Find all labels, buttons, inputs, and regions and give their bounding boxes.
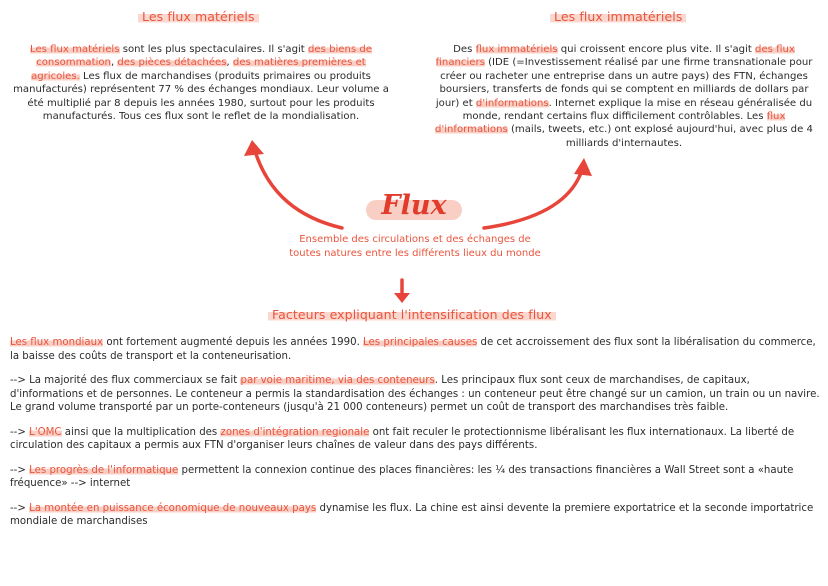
arrow-head-materiels xyxy=(244,140,264,156)
text-run: Des xyxy=(453,44,476,55)
highlighted-text: Les principales causes xyxy=(363,337,478,348)
text-run: ainsi que la multiplication des xyxy=(61,426,221,438)
highlighted-text: zones d'intégration regionale xyxy=(220,426,370,438)
highlighted-text: Les progrès de l'informatique xyxy=(29,464,179,476)
factor-paragraph xyxy=(10,374,820,415)
text-run: . Internet explique la mise en réseau généralisée du monde, rendant certains flux difficilement contrôlables. Les xyxy=(462,97,813,123)
text-run: , xyxy=(226,57,233,69)
text-run: ont fortement augmenté depuis les années 1990. xyxy=(103,337,364,348)
highlighted-text: flux d'informations xyxy=(435,111,786,136)
factors-body xyxy=(10,336,820,540)
highlighted-text: des biens de consommation xyxy=(36,44,372,69)
highlighted-text: des flux financiers xyxy=(435,44,795,69)
flux-title: Flux xyxy=(372,186,456,226)
highlighted-text: La montée en puissance économique de nouveaux pays xyxy=(29,502,317,514)
paragraph-immateriels xyxy=(434,43,814,150)
text-run: (IDE (=Investissement réalisé par une firme transnationale pour créer ou racheter une entreprise dans un autre pays) des FTN, échanges boursiers, transferts de fonds qui se comptent en milliards de dollars par jour) et xyxy=(435,57,813,109)
factor-paragraph xyxy=(10,336,820,363)
highlighted-text: Les flux matériels xyxy=(30,44,120,55)
heading-materiels: Les flux matériels xyxy=(138,9,259,24)
flux-definition: Ensemble des circulations et des échanges de toutes natures entre les différents lieux du monde xyxy=(289,234,541,259)
highlighted-text: d'informations xyxy=(475,97,549,109)
text-run: ont fait reculer le protectionnisme libéralisant les flux internationaux. La liberté de circulation des capitaux a permis aux FTN d'organiser leurs chaînes de valeur dans des pays différents. xyxy=(10,426,795,451)
text-run: --> xyxy=(10,464,30,476)
text-run: , xyxy=(110,57,118,69)
text-run: permettent la connexion continue des places financières: les ¼ des transactions financières a Wall Street sont a «haute fréquence» --> internet xyxy=(10,464,794,489)
text-run: (mails, tweets, etc.) ont explosé aujourd'hui, avec plus de 4 milliards d'internautes. xyxy=(507,124,813,149)
text-run: --> xyxy=(10,502,30,514)
factor-paragraph xyxy=(10,502,820,529)
factor-paragraph xyxy=(10,426,820,453)
arrow-to-materiels xyxy=(254,148,342,228)
arrow-head-factors xyxy=(394,293,410,303)
highlighted-text: des matières premières et agricoles. xyxy=(31,57,366,82)
factor-paragraph xyxy=(10,464,820,491)
paragraph-materiels xyxy=(12,43,390,123)
text-run: de cet accroissement des flux sont la libéralisation du commerce, la baisse des coûts de transport et la conteneurisation. xyxy=(10,337,816,362)
arrow-head-immateriels xyxy=(574,158,592,176)
text-run: qui croissent encore plus vite. Il s'agit xyxy=(557,44,756,55)
text-run: --> La majorité des flux commerciaux se fait xyxy=(10,375,241,386)
text-run: . Les principaux flux sont ceux de marchandises, de capitaux, d'informations et de personnes. Le conteneur a permis la standardisation des échanges : un conteneur peut être changé sur un camion, un train ou un navire. Le grand volume transporté par un porte-conteneurs (jusqu'à 21 000 conteneurs) permet un coût de transport des marchandises très faible. xyxy=(10,375,820,413)
text-run: --> xyxy=(10,426,30,438)
heading-factors: Facteurs expliquant l'intensification des flux xyxy=(268,307,556,322)
highlighted-text: des pièces détachées xyxy=(117,57,227,69)
highlighted-text: flux immatériels xyxy=(475,44,558,55)
text-run: sont les plus spectaculaires. Il s'agit xyxy=(119,44,308,55)
highlighted-text: Les flux mondiaux xyxy=(10,337,104,348)
arrow-to-immateriels xyxy=(484,170,582,228)
highlighted-text: par voie maritime, via des conteneurs xyxy=(240,375,435,386)
text-run: Les flux de marchandises (produits primaires ou produits manufacturés) représentent 77 % des échanges mondiaux. Leur volume a été multiplié par 8 depuis les années 1980, surtout pour les produits manufacturés. Tous ces flux sont le reflet de la mondialisation. xyxy=(13,70,389,123)
heading-immateriels: Les flux immatériels xyxy=(550,9,686,24)
text-run: dynamise les flux. La chine est ainsi devente la premiere exportatrice et la seconde importatrice mondiale de marchandises xyxy=(10,502,814,527)
highlighted-text: L'OMC xyxy=(29,426,62,438)
